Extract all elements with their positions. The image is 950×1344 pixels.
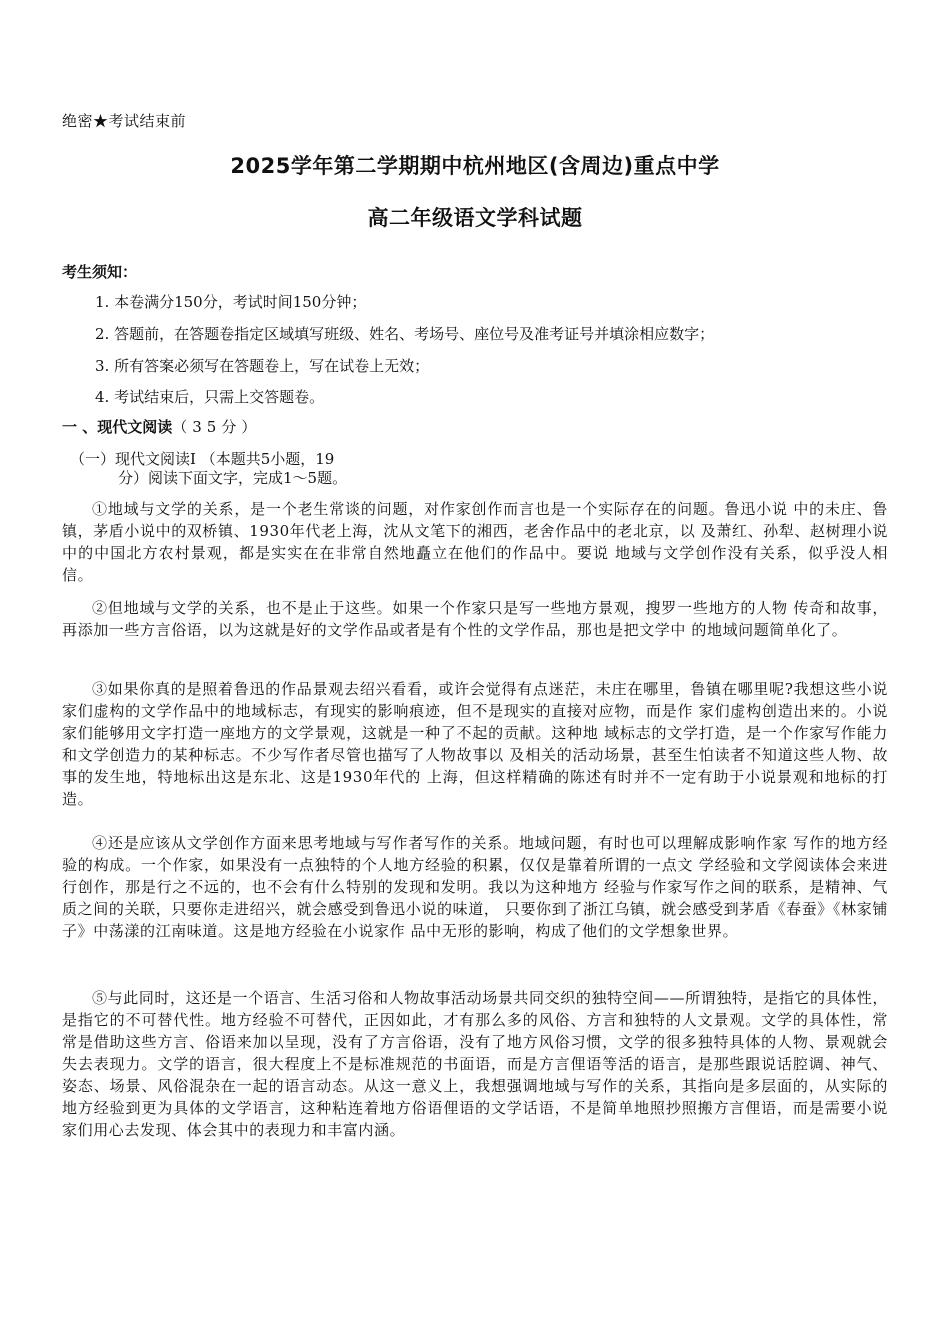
subsection-heading: [70, 450, 450, 488]
passage-paragraph-4: ④还是应该从文学创作方面来思考地域与写作者写作的关系。地域问题，有时也可以理解成影响作家 写作的地方经验的构成。一个作家，如果没有一点独特的个人地方经验的积累，仅仅是靠着所谓的一点文 学经验和文学阅读体会来进行创作，那是行之不远的，也不会有什么特别的发现和发明。我以为这种地方 经验与作家写作之间的联系，是精神、气质之间的关联，只要你走进绍兴，就会感受到鲁迅小说的味道， 只要你到了浙江乌镇，就会感受到茅盾《春蚕》《林家铺子》中荡漾的江南味道。这是地方经验在小说家作 品中无形的影响，构成了他们的文学想象世界。: [62, 834, 888, 940]
section-title: 现代文阅读: [97, 418, 173, 436]
passage-paragraph-5: ⑤与此同时，这还是一个语言、生活习俗和人物故事活动场景共同交织的独特空间——所谓独特，是指它的具体性，是指它的不可替代性。地方经验不可替代，正因如此，才有那么多的风俗、方言和独特的人文景观。文学的具体性，常常是借助这些方言、俗语来加以呈现，没有了方言俗语，没有了地方风俗习惯，文学的很多独特具体的人物、景观就会失去表现力。文学的语言，很大程度上不是标准规范的书面语，而是方言俚语等活的语言，是那些跟说话腔调、神气、姿态、场景、风俗混杂在一起的语言动态。从这一意义上，我想强调地域与写作的关系，其指向是多层面的，从实际的地方经验到更为具体的文学语言，这种粘连着地方俗语俚语的文学话语，不是简单地照抄照搬方言俚语，而是需要小说家们用心去发现、体会其中的表现力和丰富内涵。: [62, 989, 888, 1139]
subsection-line-2: 分）阅读下面文字，完成1～5题。: [118, 469, 348, 487]
notice-item: 4. 考试结束后，只需上交答题卷。: [95, 388, 325, 406]
exam-title: 2025学年第二学期期中杭州地区(含周边)重点中学: [230, 154, 720, 178]
passage-paragraph-2: ②但地域与文学的关系，也不是止于这些。如果一个作家只是写一些地方景观，搜罗一些地方的人物 传奇和故事，再添加一些方言俗语，以为这就是好的文学作品或者是有个性的文学作品，那也是把文学中 的地域问题简单化了。: [62, 599, 888, 639]
notice-item: 3. 所有答案必须写在答题卷上，写在试卷上无效；: [95, 357, 430, 375]
subsection-line-1: （一）现代文阅读I （本题共5小题，19: [70, 450, 335, 468]
section-number: 一 、: [62, 418, 98, 436]
passage-paragraph-1: ①地域与文学的关系，是一个老生常谈的问题，对作家创作而言也是一个实际存在的问题。鲁迅小说 中的未庄、鲁镇，茅盾小说中的双桥镇、1930年代老上海，沈从文笔下的湘西，老舍作品中的老北京，以 及萧红、孙犁、赵树理小说中的中国北方农村景观，都是实实在在非常自然地矗立在他们的作品中。要说 地域与文学创作没有关系，似乎没人相信。: [62, 500, 888, 584]
notice-item: 1. 本卷满分150分，考试时间150分钟；: [95, 293, 367, 311]
passage-paragraph-3: ③如果你真的是照着鲁迅的作品景观去绍兴看看，或许会觉得有点迷茫，未庄在哪里，鲁镇在哪里呢?我想这些小说家们虚构的文学作品中的地域标志，有现实的影响痕迹，但不是现实的直接对应物，而是作 家们虚构创造出来的。小说家们能够用文字打造一座地方的文学景观，这就是一种了不起的贡献。这种地 域标志的文学打造，是一个作家写作能力和文学创造力的某种标志。不少写作者尽管也描写了人物故事以 及相关的活动场景，甚至生怕读者不知道这些人物、故事的发生地，特地标出这是东北、这是1930年代的 上海，但这样精确的陈述有时并不一定有助于小说景观和地标的打造。: [62, 680, 888, 808]
notice-heading: 考生须知：: [62, 263, 138, 281]
confidential-label: 绝密★考试结束前: [62, 112, 187, 130]
notice-item: 2. 答题前，在答题卷指定区域填写班级、姓名、考场号、座位号及准考证号并填涂相应数字；: [95, 325, 715, 343]
exam-subtitle: 高二年级语文学科试题: [367, 206, 583, 230]
section-score: （35分）: [172, 418, 262, 436]
section-heading: [62, 416, 261, 437]
